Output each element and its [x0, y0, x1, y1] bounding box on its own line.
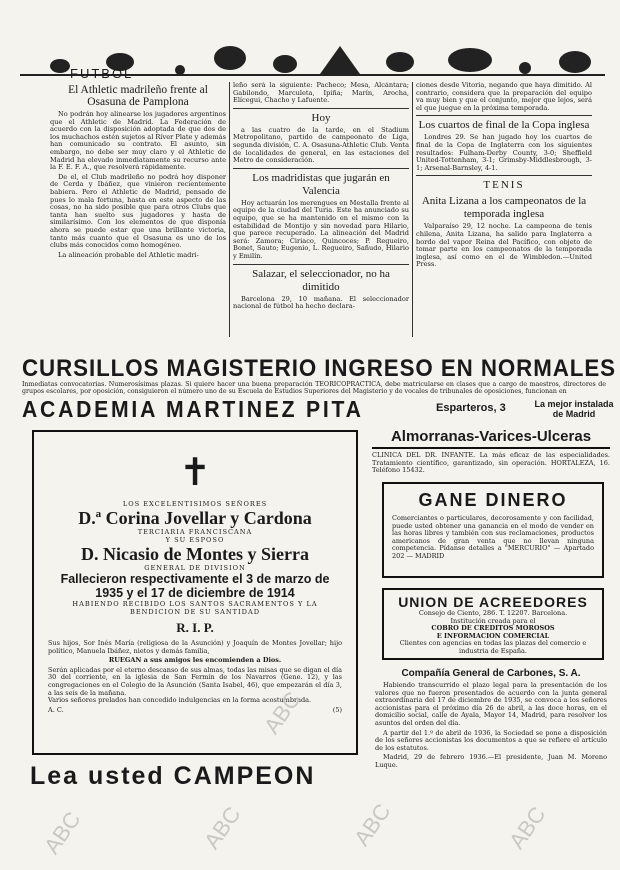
cross-icon: ✝	[179, 450, 211, 494]
slogan-line: La mejor instalada	[534, 399, 614, 409]
abc-watermark: ABC	[258, 687, 306, 739]
ad-line: Clientes con agencias en todas las plazas del comercio e industria de España.	[399, 639, 587, 655]
deceased-role-2: GENERAL DE DIVISION	[144, 564, 246, 572]
obituary-and: Y SU ESPOSO	[165, 536, 225, 544]
ad-text: Habiendo transcurrido el plazo legal para la presentación de los valores que no fueron presentados de acuerdo con la junta general extraordinaria del 17 de diciembre de 1935, se convoca a los señores accionistas para el próximo día 26 de abril, a las doce horas, en el domicilio social, calle de Ayala, Mayor 14, Madrid, para resolver los asuntos del orden del día.	[375, 681, 607, 727]
ad-union-acreedores	[382, 588, 604, 660]
column-divider	[229, 82, 230, 337]
ad-line: Consejo de Ciento, 286. T. 12207. Barcelona.	[418, 609, 568, 617]
paragraph: De el, el Club madrileño no podrá hoy disponer de Cerda y Ibáñez, que vinieron recientemente babiera. Pero el Athletic de Madrid, pensado de pues lo mala fortuna, hasta en este aspecto de las cosas, no ha sido posible que para otros Clubs que tanta han suelto sus jugadores y hasta de similarísimo. Con los elementos de que disponía ahora se puede estar que una brillante victoria, tanto más cuanto que el Osasuna es uno de los clubs más conocidos como homogéneo.	[50, 172, 226, 250]
paragraph: leño será la siguiente: Pacheco; Mesa, Alcántara; Gabilondo, Marculeta, Ipiña; Marín, Arocha, Elícegui, Chacho y Lafuente.	[233, 82, 409, 105]
ad-carbones	[375, 668, 607, 858]
death-dates: Fallecieron respectivamente el 3 de marzo de 1935 y el 17 de diciembre de 1914	[60, 572, 330, 600]
abc-watermark: ABC	[38, 807, 86, 859]
headline-lizana: Anita Lizana a los campeonatos de la temporada inglesa	[421, 195, 587, 221]
cursillos-text: Inmediatas convocatorias. Numerosísimas plazas. Si quiere hacer una buena preparación TEORICOPRACTICA, debe matricularse en clases que a cargo de maestros, directores de grupos escolares, por oposición, consiguieron el número uno de su Escuela de Estudios Superiores del Magisterio y de vocales de tribunales de oposiciones, funcionan en	[22, 381, 606, 395]
rule	[416, 175, 592, 176]
footer-left: A. C.	[48, 705, 64, 714]
paragraph: Hoy actuarán los merengues en Mestalla frente al equipo de la ciudad del Turia. Este ha anunciado su equipo, que se ha mantenido en el mismo con la estabilidad de Montijo y sin novedad para Hilario, que parece recuperado. La alineación del Madrid será: Zamora; Ciriaco, Quincoces; P. Regueiro, Bonet, Sauto; Eugenio, L. Regueiro, Sañudo, Hilario y Emilín.	[233, 198, 409, 260]
masses-text: Serán aplicadas por el eterno descanso de sus almas, todas las misas que se digan el día 30 del corriente, en la iglesia de San Fermín de los Navarros (Gene. 12), y las congregaciones en el Colegio de la Asunción (Santa Isabel, 46), que empezarán el día 3, a las seis de la mañana.	[48, 665, 342, 697]
deceased-role-1: TERCIARIA FRANCISCANA	[137, 528, 253, 536]
headline-athletic: El Athletic madrileño frente al Osasuna de Pamplona	[68, 84, 208, 108]
ad-text: A partir del 1.º de abril de 1936, la Sociedad se pone a disposición de los señores accionistas los documentos a que se refiere el artículo de los estatutos.	[375, 728, 607, 752]
headline-tenis: TENIS	[483, 179, 525, 192]
headline-salazar: Salazar, el seleccionador, no ha dimitido	[252, 267, 390, 293]
paragraph: Barcelona 29, 10 mañana. El seleccionador nacional de fútbol ha hecho declara-	[233, 294, 409, 311]
footer-right: (5)	[332, 705, 342, 714]
headline-valencia: Los madridistas que jugarán en Valencia	[252, 171, 390, 197]
deceased-name-2: D. Nicasio de Montes y Sierra	[81, 544, 309, 564]
obituary-intro: LOS EXCELENTISIMOS SEÑORES	[122, 500, 268, 508]
column-divider	[412, 82, 413, 337]
cursillos-headline: CURSILLOS MAGISTERIO INGRESO EN NORMALES	[22, 355, 616, 382]
campeon-headline: Lea usted CAMPEON	[30, 762, 316, 790]
rule	[416, 115, 592, 116]
ad-title: GANE DINERO	[418, 490, 568, 510]
academia-address: Esparteros, 3	[436, 402, 506, 414]
ad-signature: Madrid, 29 de febrero 1936.—El presidente, Juan M. Moreno Luque.	[375, 753, 607, 769]
sacraments-line: HABIENDO RECIBIDO LOS SANTOS SACRAMENTOS Y LA BENDICION DE SU SANTIDAD	[72, 600, 318, 616]
ruegan-line: RUEGAN a sus amigos les encomienden a Dios.	[108, 656, 282, 665]
ad-title: UNION DE ACREEDORES	[398, 594, 588, 610]
slogan-line: de Madrid	[552, 409, 596, 419]
academia-headline: ACADEMIA MARTINEZ PITA	[22, 396, 364, 422]
rule	[233, 168, 409, 169]
obituary-notice	[32, 430, 358, 755]
ad-line: E INFORMACION COMERCIAL	[436, 631, 550, 640]
paragraph: No podrán hoy alinearse los jugadores argentinos que el Athletic de Madrid. La Federación de acuerdo con la disposición adoptada de que dos de los muchachos estén sujetos al Ríver Plate y además han comunicado su contrato. El asunto, sin embargo, no debe ser muy claro y el Athletic de Madrid ha elevado inmediatamente su recurso ante la F. E. F. A., que resolverá rápidamente.	[50, 110, 226, 172]
paragraph: La alineación probable del Athletic madri-	[58, 250, 199, 259]
abc-watermark: ABC	[348, 799, 396, 851]
news-column-international	[416, 82, 592, 337]
deceased-name-1: D.ª Corina Jovellar y Cardona	[78, 508, 312, 528]
academia-slogan	[533, 399, 615, 419]
rip-mark: R. I. P.	[176, 620, 214, 635]
headline-hoy: Hoy	[311, 111, 331, 124]
abc-watermark: ABC	[198, 802, 246, 854]
ad-title: Compañía General de Carbones, S. A.	[401, 668, 581, 679]
ad-line: Institución creada para el	[450, 616, 536, 625]
abc-watermark: ABC	[503, 802, 551, 854]
paragraph: Valparaíso 29, 12 noche. La campeona de tenis chilena, Anita Lizana, ha salido para Inglaterra a bordo del vapor Reina del Pacífico, con objeto de tomar parte en los campeonatos de la temporada inglesa, así como en el de Wimbledon.—United Press.	[416, 222, 592, 269]
family-line: Sus hijos, Sor Inés María (religiosa de la Asunción) y Joaquín de Montes Jovellar; hijo político, Manuela Ibáñez, nietos y demás familia,	[48, 639, 342, 655]
ad-gane-dinero	[382, 482, 604, 578]
ad-text: Comerciantes o particulares, decorosamente y con facilidad, puede usted obtener una ganancia en el modo de vender en las horas libres y también con sus reclamaciones, productos americanos de gran venta que no llevan ninguna competencia. Pídanse detalles a "MERCURIO" — Apartado 202 — MADRID	[392, 514, 594, 560]
indulgence-text: Varios señores prelados han concedido indulgencias en la forma acostumbrada.	[48, 696, 312, 705]
section-title-futbol: FUTBOL	[70, 66, 134, 81]
paragraph: a las cuatro de la tarde, en el Stadium Metropolitano, partido de campeonato de Liga, segunda división, C. A. Osasuna-Athletic Club. Venta de localidades de general, en las estaciones del Metro de consideración.	[233, 125, 409, 165]
paragraph: Londres 29. Se han jugado hoy los cuartos de final de la Copa de Inglaterra con los siguientes resultados: Fulham-Derby County, 3-0; Sheffield United-Tottenham, 3-1; Grimsby-Middlesbrough, 3-1; Arsenal-Barnsley, 4-1.	[416, 133, 592, 172]
news-column-athletic	[50, 82, 226, 337]
news-column-madrid	[233, 82, 409, 337]
headline-copa: Los cuartos de final de la Copa inglesa	[418, 119, 590, 132]
paragraph: ciones desde Vitoria, negando que haya dimitido. Al contrario, considera que la preparación del equipo va muy bien y que el conjunto, mejor que lejos, será el que juegue en la próxima temporada.	[416, 82, 592, 112]
ad-line: COBRO DE CREDITOS MOROSOS	[431, 624, 555, 633]
obituary-footer	[34, 707, 356, 715]
ad-almorranas	[372, 428, 610, 475]
rule	[233, 108, 409, 109]
rule	[233, 264, 409, 265]
ad-text: CLINICA DEL DR. INFANTE. La más eficaz de las especialidades. Tratamiento científico, garantizado, sin operación. HORTALEZA, 16. Teléfono 15432.	[372, 451, 610, 475]
ad-title: Almorranas-Varices-Ulceras	[372, 428, 610, 449]
